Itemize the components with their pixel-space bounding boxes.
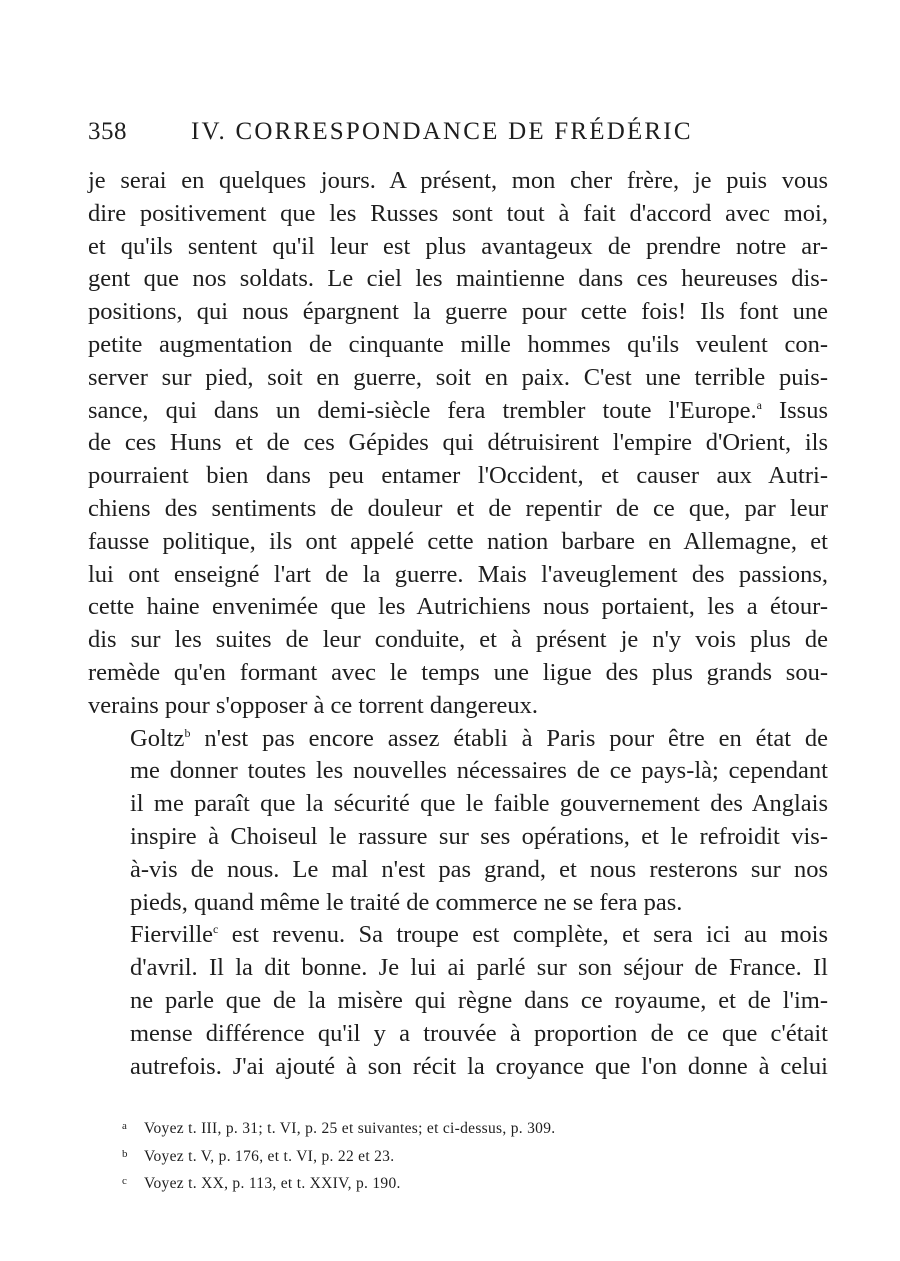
text-line: chiens des sentiments de douleur et de repentir de ce que, par leur: [88, 494, 828, 522]
footnote-mark: a: [122, 1120, 128, 1132]
text-line: fausse politique, ils ont appelé cette nation barbare en Allemagne, et: [88, 527, 828, 555]
footnote-a: [122, 1114, 822, 1142]
footnote-b: [122, 1142, 822, 1170]
text-line: gent que nos soldats. Le ciel les maintienne dans ces heureuses dis-: [88, 265, 828, 293]
text-line: d'avril. Il la dit bonne. Je lui ai parlé sur son séjour de France. Il: [130, 954, 828, 982]
text-line: à-vis de nous. Le mal n'est pas grand, et nous resterons sur nos: [130, 855, 828, 883]
paragraph-2: [88, 723, 828, 920]
text-line: inspire à Choiseul le rassure sur ses opérations, et le refroidit vis-: [130, 822, 828, 850]
text-line: pieds, quand même le traité de commerce ne se fera pas.: [130, 888, 683, 916]
text-line-with-note: [88, 723, 828, 756]
text-line-with-note: [88, 395, 828, 428]
line-tail: Issus: [778, 396, 828, 424]
text-line: pourraient bien dans peu entamer l'Occident, et causer aux Autri-: [88, 462, 828, 490]
footnote-text: Voyez t. XX, p. 113, et t. XXIV, p. 190.: [144, 1175, 401, 1192]
line-text: sance, qui dans un demi-siècle fera trembler toute l'Europe.: [88, 396, 757, 424]
footnote-ref-b: b: [184, 725, 191, 740]
text-line: autrefois. J'ai ajouté à son récit la croyance que l'on donne à celui: [130, 1052, 828, 1080]
text-line: petite augmentation de cinquante mille hommes qu'ils veulent con-: [88, 330, 828, 358]
footnote-c: [122, 1169, 822, 1197]
footnote-mark: c: [122, 1175, 128, 1187]
text-line: server sur pied, soit en guerre, soit en paix. C'est une terrible puis-: [88, 363, 828, 391]
footnote-text: Voyez t. III, p. 31; t. VI, p. 25 et suivantes; et ci-dessus, p. 309.: [144, 1120, 556, 1137]
paragraph-1: [88, 165, 828, 723]
footnote-mark: b: [122, 1147, 128, 1160]
main-text: [88, 165, 828, 1083]
text-line: positions, qui nous épargnent la guerre pour cette fois! Ils font une: [88, 298, 828, 326]
footnote-ref-c: c: [213, 922, 219, 937]
text-line: mense différence qu'il y a trouvée à proportion de ce que c'était: [130, 1019, 828, 1047]
text-line: ne parle que de la misère qui règne dans ce royaume, et de l'im-: [130, 986, 828, 1014]
text-line: je serai en quelques jours. A présent, mon cher frère, je puis vous: [88, 167, 828, 194]
paragraph-first-word: Goltz: [130, 724, 185, 752]
text-line: dire positivement que les Russes sont tout à fait d'accord avec moi,: [88, 199, 828, 227]
text-line: lui ont enseigné l'art de la guerre. Mais l'aveuglement des passions,: [88, 560, 828, 588]
text-line: de ces Huns et de ces Gépides qui détruisirent l'empire d'Orient, ils: [88, 429, 828, 457]
text-line: verains pour s'opposer à ce torrent dangereux.: [88, 691, 539, 719]
footnote-ref-a: a: [756, 397, 762, 412]
text-line: il me paraît que la sécurité que le faible gouvernement des Anglais: [130, 790, 828, 818]
line-text: n'est pas encore assez établi à Paris pour être en état de: [204, 724, 829, 752]
paragraph-3: [88, 919, 828, 1083]
line-text: est revenu. Sa troupe est complète, et sera ici au mois: [231, 921, 829, 949]
text-line: dis sur les suites de leur conduite, et à présent je n'y vois plus de: [88, 626, 828, 654]
footnote-text: Voyez t. V, p. 176, et t. VI, p. 22 et 23.: [144, 1147, 395, 1165]
running-title: IV. CORRESPONDANCE DE FRÉDÉRIC: [191, 118, 693, 145]
text-line: me donner toutes les nouvelles nécessaires de ce pays-là; cependant: [130, 757, 828, 785]
text-line: cette haine envenimée que les Autrichiens nous portaient, les a étour-: [88, 593, 828, 621]
text-line: remède qu'en formant avec le temps une ligue des plus grands sou-: [88, 658, 828, 686]
footnotes: [122, 1114, 822, 1197]
text-line: et qu'ils sentent qu'il leur est plus avantageux de prendre notre ar-: [88, 232, 828, 260]
text-line-with-note: [88, 919, 828, 952]
page-header: [88, 118, 828, 154]
paragraph-first-word: Fierville: [130, 921, 214, 949]
page-number: 358: [88, 118, 127, 145]
